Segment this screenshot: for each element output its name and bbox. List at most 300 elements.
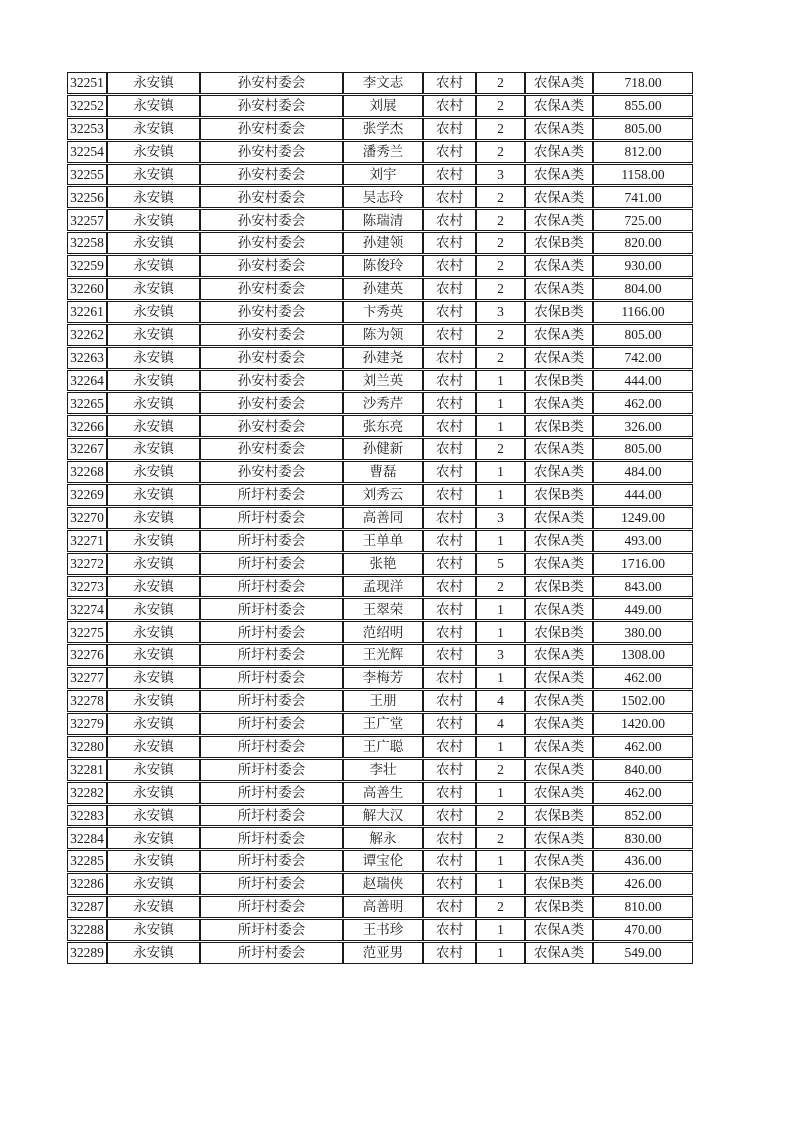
table-row <box>67 667 693 689</box>
cell-person-name: 刘秀云 <box>343 484 423 506</box>
cell-person-count: 2 <box>476 232 525 254</box>
cell-town: 永安镇 <box>107 255 200 277</box>
cell-amount: 742.00 <box>593 347 693 369</box>
cell-insurance-category: 农保A类 <box>525 667 593 689</box>
cell-person-name: 李壮 <box>343 759 423 781</box>
cell-insurance-category: 农保B类 <box>525 370 593 392</box>
cell-town: 永安镇 <box>107 278 200 300</box>
cell-record-id: 32272 <box>67 553 107 575</box>
cell-village-committee: 所圩村委会 <box>200 644 343 666</box>
cell-insurance-category: 农保B类 <box>525 576 593 598</box>
cell-person-count: 1 <box>476 461 525 483</box>
cell-household-type: 农村 <box>423 118 476 140</box>
cell-household-type: 农村 <box>423 95 476 117</box>
cell-household-type: 农村 <box>423 850 476 872</box>
cell-town: 永安镇 <box>107 232 200 254</box>
cell-amount: 436.00 <box>593 850 693 872</box>
cell-record-id: 32282 <box>67 782 107 804</box>
cell-village-committee: 孙安村委会 <box>200 347 343 369</box>
cell-town: 永安镇 <box>107 415 200 437</box>
cell-town: 永安镇 <box>107 896 200 918</box>
cell-record-id: 32284 <box>67 827 107 849</box>
cell-record-id: 32274 <box>67 598 107 620</box>
cell-insurance-category: 农保A类 <box>525 255 593 277</box>
cell-person-name: 高善明 <box>343 896 423 918</box>
table-row <box>67 415 693 437</box>
cell-town: 永安镇 <box>107 667 200 689</box>
cell-insurance-category: 农保A类 <box>525 347 593 369</box>
table-row <box>67 553 693 575</box>
cell-town: 永安镇 <box>107 621 200 643</box>
cell-household-type: 农村 <box>423 598 476 620</box>
cell-person-name: 王书珍 <box>343 919 423 941</box>
table-row <box>67 232 693 254</box>
cell-village-committee: 孙安村委会 <box>200 438 343 460</box>
cell-person-name: 王单单 <box>343 530 423 552</box>
table-row <box>67 392 693 414</box>
cell-amount: 1716.00 <box>593 553 693 575</box>
cell-amount: 1249.00 <box>593 507 693 529</box>
table-row <box>67 118 693 140</box>
cell-amount: 805.00 <box>593 118 693 140</box>
cell-amount: 462.00 <box>593 736 693 758</box>
table-row <box>67 850 693 872</box>
cell-household-type: 农村 <box>423 690 476 712</box>
cell-village-committee: 孙安村委会 <box>200 72 343 94</box>
cell-household-type: 农村 <box>423 301 476 323</box>
cell-amount: 804.00 <box>593 278 693 300</box>
pension-roster-table <box>67 71 693 965</box>
cell-person-count: 2 <box>476 438 525 460</box>
cell-amount: 484.00 <box>593 461 693 483</box>
cell-amount: 725.00 <box>593 209 693 231</box>
table-row <box>67 461 693 483</box>
cell-insurance-category: 农保A类 <box>525 644 593 666</box>
cell-person-count: 2 <box>476 827 525 849</box>
cell-record-id: 32277 <box>67 667 107 689</box>
cell-person-count: 1 <box>476 415 525 437</box>
cell-person-count: 1 <box>476 850 525 872</box>
cell-person-count: 1 <box>476 942 525 964</box>
table-body <box>67 72 693 964</box>
cell-village-committee: 所圩村委会 <box>200 805 343 827</box>
cell-record-id: 32252 <box>67 95 107 117</box>
cell-record-id: 32263 <box>67 347 107 369</box>
cell-record-id: 32251 <box>67 72 107 94</box>
cell-town: 永安镇 <box>107 484 200 506</box>
table-row <box>67 873 693 895</box>
cell-amount: 741.00 <box>593 186 693 208</box>
cell-insurance-category: 农保A类 <box>525 95 593 117</box>
cell-amount: 1158.00 <box>593 164 693 186</box>
cell-household-type: 农村 <box>423 209 476 231</box>
cell-insurance-category: 农保A类 <box>525 141 593 163</box>
table-row <box>67 209 693 231</box>
cell-record-id: 32260 <box>67 278 107 300</box>
cell-amount: 449.00 <box>593 598 693 620</box>
cell-person-count: 4 <box>476 713 525 735</box>
cell-village-committee: 所圩村委会 <box>200 919 343 941</box>
cell-amount: 718.00 <box>593 72 693 94</box>
table-row <box>67 141 693 163</box>
cell-household-type: 农村 <box>423 186 476 208</box>
cell-insurance-category: 农保A类 <box>525 942 593 964</box>
cell-person-count: 2 <box>476 118 525 140</box>
cell-household-type: 农村 <box>423 278 476 300</box>
cell-household-type: 农村 <box>423 621 476 643</box>
cell-record-id: 32281 <box>67 759 107 781</box>
cell-amount: 493.00 <box>593 530 693 552</box>
cell-record-id: 32273 <box>67 576 107 598</box>
cell-insurance-category: 农保B类 <box>525 896 593 918</box>
cell-person-name: 沙秀芹 <box>343 392 423 414</box>
cell-amount: 1166.00 <box>593 301 693 323</box>
cell-household-type: 农村 <box>423 232 476 254</box>
cell-village-committee: 所圩村委会 <box>200 621 343 643</box>
cell-amount: 805.00 <box>593 438 693 460</box>
cell-record-id: 32270 <box>67 507 107 529</box>
cell-household-type: 农村 <box>423 805 476 827</box>
cell-town: 永安镇 <box>107 438 200 460</box>
cell-insurance-category: 农保A类 <box>525 850 593 872</box>
cell-village-committee: 所圩村委会 <box>200 873 343 895</box>
cell-person-name: 高善生 <box>343 782 423 804</box>
cell-town: 永安镇 <box>107 713 200 735</box>
table-row <box>67 942 693 964</box>
cell-household-type: 农村 <box>423 644 476 666</box>
cell-record-id: 32266 <box>67 415 107 437</box>
cell-person-count: 1 <box>476 530 525 552</box>
table-row <box>67 301 693 323</box>
cell-insurance-category: 农保A类 <box>525 324 593 346</box>
cell-town: 永安镇 <box>107 827 200 849</box>
cell-amount: 326.00 <box>593 415 693 437</box>
table-row <box>67 164 693 186</box>
cell-person-name: 解永 <box>343 827 423 849</box>
cell-village-committee: 所圩村委会 <box>200 598 343 620</box>
cell-village-committee: 孙安村委会 <box>200 301 343 323</box>
cell-record-id: 32279 <box>67 713 107 735</box>
cell-person-count: 1 <box>476 370 525 392</box>
cell-person-name: 谭宝伦 <box>343 850 423 872</box>
cell-household-type: 农村 <box>423 438 476 460</box>
cell-person-name: 赵瑞侠 <box>343 873 423 895</box>
cell-record-id: 32276 <box>67 644 107 666</box>
cell-household-type: 农村 <box>423 759 476 781</box>
cell-amount: 852.00 <box>593 805 693 827</box>
cell-person-count: 2 <box>476 896 525 918</box>
table-row <box>67 690 693 712</box>
cell-record-id: 32265 <box>67 392 107 414</box>
cell-record-id: 32256 <box>67 186 107 208</box>
cell-village-committee: 孙安村委会 <box>200 232 343 254</box>
cell-household-type: 农村 <box>423 415 476 437</box>
cell-insurance-category: 农保A类 <box>525 919 593 941</box>
cell-village-committee: 所圩村委会 <box>200 782 343 804</box>
cell-person-name: 高善同 <box>343 507 423 529</box>
cell-village-committee: 所圩村委会 <box>200 896 343 918</box>
cell-village-committee: 所圩村委会 <box>200 827 343 849</box>
cell-person-name: 张艳 <box>343 553 423 575</box>
cell-person-name: 刘宇 <box>343 164 423 186</box>
cell-town: 永安镇 <box>107 370 200 392</box>
cell-person-name: 吴志玲 <box>343 186 423 208</box>
cell-amount: 462.00 <box>593 392 693 414</box>
cell-village-committee: 所圩村委会 <box>200 736 343 758</box>
cell-person-count: 2 <box>476 186 525 208</box>
cell-person-name: 范亚男 <box>343 942 423 964</box>
table-row <box>67 576 693 598</box>
table-row <box>67 370 693 392</box>
cell-town: 永安镇 <box>107 301 200 323</box>
cell-household-type: 农村 <box>423 164 476 186</box>
table-row <box>67 95 693 117</box>
table-row <box>67 72 693 94</box>
cell-record-id: 32283 <box>67 805 107 827</box>
cell-person-count: 2 <box>476 347 525 369</box>
cell-person-count: 3 <box>476 507 525 529</box>
cell-person-name: 孙建尧 <box>343 347 423 369</box>
cell-insurance-category: 农保A类 <box>525 827 593 849</box>
cell-town: 永安镇 <box>107 507 200 529</box>
table-row <box>67 644 693 666</box>
cell-household-type: 农村 <box>423 530 476 552</box>
cell-household-type: 农村 <box>423 736 476 758</box>
cell-record-id: 32261 <box>67 301 107 323</box>
cell-person-count: 3 <box>476 301 525 323</box>
cell-village-committee: 孙安村委会 <box>200 164 343 186</box>
cell-record-id: 32253 <box>67 118 107 140</box>
cell-insurance-category: 农保A类 <box>525 72 593 94</box>
cell-household-type: 农村 <box>423 347 476 369</box>
cell-town: 永安镇 <box>107 576 200 598</box>
cell-village-committee: 孙安村委会 <box>200 415 343 437</box>
cell-amount: 820.00 <box>593 232 693 254</box>
cell-town: 永安镇 <box>107 873 200 895</box>
cell-amount: 1420.00 <box>593 713 693 735</box>
cell-insurance-category: 农保A类 <box>525 530 593 552</box>
table-row <box>67 324 693 346</box>
cell-person-name: 孙健新 <box>343 438 423 460</box>
cell-village-committee: 孙安村委会 <box>200 118 343 140</box>
cell-insurance-category: 农保A类 <box>525 278 593 300</box>
cell-insurance-category: 农保B类 <box>525 805 593 827</box>
cell-household-type: 农村 <box>423 919 476 941</box>
cell-amount: 843.00 <box>593 576 693 598</box>
cell-insurance-category: 农保A类 <box>525 713 593 735</box>
cell-village-committee: 所圩村委会 <box>200 759 343 781</box>
cell-record-id: 32254 <box>67 141 107 163</box>
cell-person-name: 王广聪 <box>343 736 423 758</box>
cell-town: 永安镇 <box>107 530 200 552</box>
cell-insurance-category: 农保B类 <box>525 873 593 895</box>
cell-amount: 810.00 <box>593 896 693 918</box>
cell-household-type: 农村 <box>423 507 476 529</box>
cell-town: 永安镇 <box>107 759 200 781</box>
cell-amount: 470.00 <box>593 919 693 941</box>
cell-village-committee: 孙安村委会 <box>200 141 343 163</box>
cell-person-count: 2 <box>476 255 525 277</box>
table-row <box>67 598 693 620</box>
cell-person-name: 王光辉 <box>343 644 423 666</box>
cell-amount: 462.00 <box>593 782 693 804</box>
cell-amount: 462.00 <box>593 667 693 689</box>
cell-town: 永安镇 <box>107 736 200 758</box>
cell-insurance-category: 农保B类 <box>525 484 593 506</box>
cell-person-count: 1 <box>476 392 525 414</box>
cell-record-id: 32257 <box>67 209 107 231</box>
cell-village-committee: 孙安村委会 <box>200 278 343 300</box>
cell-person-name: 李梅芳 <box>343 667 423 689</box>
cell-insurance-category: 农保A类 <box>525 736 593 758</box>
table-row <box>67 713 693 735</box>
cell-person-name: 陈为领 <box>343 324 423 346</box>
cell-amount: 380.00 <box>593 621 693 643</box>
cell-town: 永安镇 <box>107 164 200 186</box>
cell-household-type: 农村 <box>423 827 476 849</box>
cell-town: 永安镇 <box>107 118 200 140</box>
cell-village-committee: 孙安村委会 <box>200 324 343 346</box>
cell-town: 永安镇 <box>107 598 200 620</box>
cell-household-type: 农村 <box>423 576 476 598</box>
cell-town: 永安镇 <box>107 186 200 208</box>
table-row <box>67 438 693 460</box>
cell-person-count: 1 <box>476 782 525 804</box>
table-row <box>67 347 693 369</box>
cell-amount: 812.00 <box>593 141 693 163</box>
cell-household-type: 农村 <box>423 484 476 506</box>
cell-household-type: 农村 <box>423 942 476 964</box>
cell-record-id: 32278 <box>67 690 107 712</box>
cell-person-count: 1 <box>476 484 525 506</box>
cell-household-type: 农村 <box>423 324 476 346</box>
cell-person-count: 1 <box>476 667 525 689</box>
cell-household-type: 农村 <box>423 782 476 804</box>
cell-household-type: 农村 <box>423 461 476 483</box>
cell-village-committee: 所圩村委会 <box>200 553 343 575</box>
cell-insurance-category: 农保B类 <box>525 415 593 437</box>
cell-town: 永安镇 <box>107 850 200 872</box>
cell-person-name: 孟现洋 <box>343 576 423 598</box>
table-row <box>67 186 693 208</box>
cell-person-name: 陈俊玲 <box>343 255 423 277</box>
cell-record-id: 32268 <box>67 461 107 483</box>
cell-amount: 444.00 <box>593 484 693 506</box>
cell-town: 永安镇 <box>107 347 200 369</box>
cell-person-name: 孙建领 <box>343 232 423 254</box>
table-row <box>67 759 693 781</box>
table-row <box>67 621 693 643</box>
cell-person-name: 王广堂 <box>343 713 423 735</box>
cell-person-count: 2 <box>476 72 525 94</box>
table-row <box>67 736 693 758</box>
cell-person-name: 陈瑞清 <box>343 209 423 231</box>
cell-village-committee: 所圩村委会 <box>200 576 343 598</box>
cell-insurance-category: 农保A类 <box>525 507 593 529</box>
cell-household-type: 农村 <box>423 255 476 277</box>
cell-person-name: 王朋 <box>343 690 423 712</box>
cell-insurance-category: 农保A类 <box>525 164 593 186</box>
cell-person-count: 1 <box>476 919 525 941</box>
cell-village-committee: 孙安村委会 <box>200 370 343 392</box>
cell-person-count: 2 <box>476 759 525 781</box>
cell-person-count: 1 <box>476 736 525 758</box>
cell-amount: 1308.00 <box>593 644 693 666</box>
cell-person-count: 1 <box>476 621 525 643</box>
cell-person-name: 张东亮 <box>343 415 423 437</box>
cell-person-name: 解大汉 <box>343 805 423 827</box>
cell-insurance-category: 农保A类 <box>525 186 593 208</box>
cell-insurance-category: 农保A类 <box>525 598 593 620</box>
cell-record-id: 32269 <box>67 484 107 506</box>
cell-person-name: 王翠荣 <box>343 598 423 620</box>
cell-person-count: 2 <box>476 141 525 163</box>
cell-record-id: 32289 <box>67 942 107 964</box>
cell-town: 永安镇 <box>107 324 200 346</box>
cell-household-type: 农村 <box>423 896 476 918</box>
cell-amount: 805.00 <box>593 324 693 346</box>
cell-village-committee: 孙安村委会 <box>200 392 343 414</box>
cell-insurance-category: 农保B类 <box>525 301 593 323</box>
cell-person-count: 1 <box>476 598 525 620</box>
cell-person-count: 2 <box>476 95 525 117</box>
cell-insurance-category: 农保A类 <box>525 461 593 483</box>
cell-village-committee: 所圩村委会 <box>200 530 343 552</box>
cell-town: 永安镇 <box>107 644 200 666</box>
cell-village-committee: 所圩村委会 <box>200 713 343 735</box>
table-row <box>67 278 693 300</box>
cell-household-type: 农村 <box>423 553 476 575</box>
cell-amount: 840.00 <box>593 759 693 781</box>
cell-town: 永安镇 <box>107 209 200 231</box>
cell-town: 永安镇 <box>107 942 200 964</box>
cell-record-id: 32287 <box>67 896 107 918</box>
cell-village-committee: 所圩村委会 <box>200 667 343 689</box>
cell-village-committee: 所圩村委会 <box>200 942 343 964</box>
cell-village-committee: 孙安村委会 <box>200 255 343 277</box>
cell-town: 永安镇 <box>107 141 200 163</box>
cell-record-id: 32280 <box>67 736 107 758</box>
cell-record-id: 32288 <box>67 919 107 941</box>
table-row <box>67 896 693 918</box>
cell-town: 永安镇 <box>107 553 200 575</box>
cell-amount: 426.00 <box>593 873 693 895</box>
cell-village-committee: 孙安村委会 <box>200 209 343 231</box>
cell-town: 永安镇 <box>107 95 200 117</box>
cell-amount: 1502.00 <box>593 690 693 712</box>
cell-person-count: 3 <box>476 164 525 186</box>
cell-person-name: 张学杰 <box>343 118 423 140</box>
cell-town: 永安镇 <box>107 805 200 827</box>
cell-insurance-category: 农保B类 <box>525 232 593 254</box>
cell-insurance-category: 农保A类 <box>525 392 593 414</box>
cell-person-name: 孙建英 <box>343 278 423 300</box>
cell-household-type: 农村 <box>423 392 476 414</box>
cell-household-type: 农村 <box>423 72 476 94</box>
cell-person-count: 2 <box>476 278 525 300</box>
cell-person-count: 2 <box>476 576 525 598</box>
cell-household-type: 农村 <box>423 370 476 392</box>
cell-town: 永安镇 <box>107 392 200 414</box>
table-row <box>67 782 693 804</box>
cell-amount: 930.00 <box>593 255 693 277</box>
cell-person-name: 范绍明 <box>343 621 423 643</box>
table-row <box>67 507 693 529</box>
cell-village-committee: 孙安村委会 <box>200 186 343 208</box>
cell-person-count: 2 <box>476 324 525 346</box>
cell-person-count: 4 <box>476 690 525 712</box>
cell-person-name: 李文志 <box>343 72 423 94</box>
